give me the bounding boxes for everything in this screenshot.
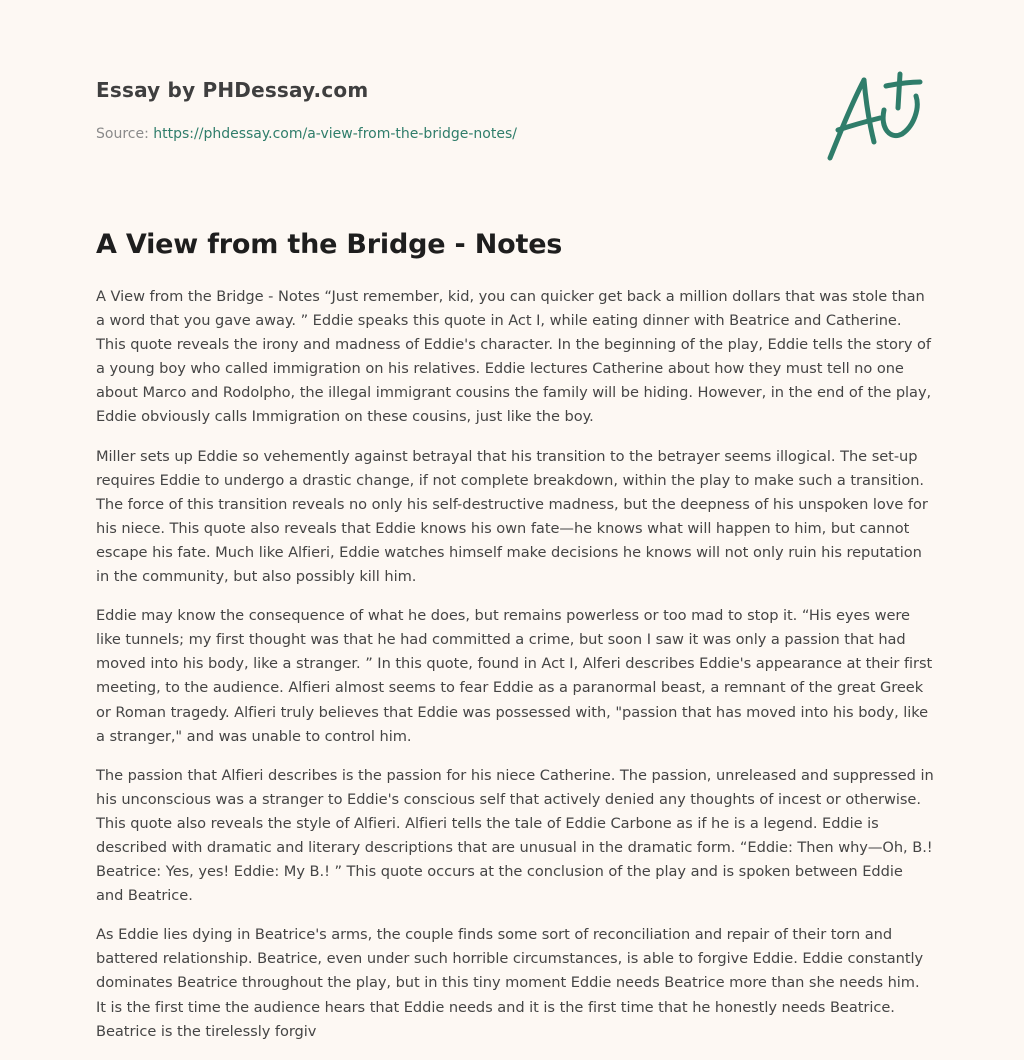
article-body	[96, 285, 934, 1059]
paragraph: The passion that Alfieri describes is the passion for his niece Catherine. The passion, unreleased and suppressed in his unconscious was a stranger to Eddie's conscious self that actively denied any thoughts of incest or otherwise. This quote also reveals the style of Alfieri. Alfieri tells the tale of Eddie Carbone as if he is a legend. Eddie is described with dramatic and literary descriptions that are unusual in the dramatic form. “Eddie: Then why—Oh, B.! Beatrice: Yes, yes! Eddie: My B.! ” This quote occurs at the conclusion of the play and is spoken between Eddie and Beatrice.	[96, 766, 934, 905]
a-plus-logo	[820, 68, 932, 164]
paragraph: As Eddie lies dying in Beatrice's arms, the couple finds some sort of reconciliation and repair of their torn and battered relationship. Beatrice, even under such horrible circumstances, is able to forgive Eddie. Eddie constantly dominates Beatrice throughout the play, but in this tiny moment Eddie needs Beatrice more than she needs him. It is the first time the audience hears that Eddie needs and it is the first time that he honestly needs Beatrice. Beatrice is the tirelessly forgiv	[96, 926, 924, 1040]
document-header	[96, 76, 696, 144]
paragraph: Eddie may know the consequence of what he does, but remains powerless or too mad to stop it. “His eyes were like tunnels; my first thought was that he had committed a crime, but soon I saw it was only a passion that had moved into his body, like a stranger. ” In this quote, found in Act I, Alferi describes Eddie's appearance at their first meeting, to the audience. Alfieri almost seems to fear Eddie as a paranormal beast, a remnant of the great Greek or Roman tragedy. Alfieri truly believes that Eddie was possessed with, "passion that has moved into his body, like a stranger," and was unable to control him.	[96, 607, 933, 745]
source-line	[96, 124, 696, 144]
source-label: Source:	[96, 126, 154, 142]
source-link[interactable]: https://phdessay.com/a-view-from-the-bridge-notes/	[153, 126, 517, 142]
paragraph: Miller sets up Eddie so vehemently against betrayal that his transition to the betrayer seems illogical. The set-up requires Eddie to undergo a drastic change, if not complete breakdown, within the play to make such a transition. The force of this transition reveals no only his self-destructive madness, but the deepness of his unspoken love for his niece. This quote also reveals that Eddie knows his own fate—he knows what will happen to him, but cannot escape his fate. Much like Alfieri, Eddie watches himself make decisions he knows will not only ruin his reputation in the community, but also possibly kill him.	[96, 447, 928, 586]
site-title: Essay by PHDessay.com	[96, 78, 369, 102]
paragraph: A View from the Bridge - Notes “Just remember, kid, you can quicker get back a million dollars that was stole than a word that you gave away. ” Eddie speaks this quote in Act I, while eating dinner with Beatrice and Catherine. This quote reveals the irony and madness of Eddie's character. In the beginning of the play, Eddie tells the story of a young boy who called immigration on his relatives. Eddie lectures Catherine about how they must tell no one about Marco and Rodolpho, the illegal immigrant cousins the family will be hiding. However, in the end of the play, Eddie obviously calls Immigration on these cousins, just like the boy.	[96, 288, 932, 426]
article-title: A View from the Bridge - Notes	[96, 229, 563, 260]
